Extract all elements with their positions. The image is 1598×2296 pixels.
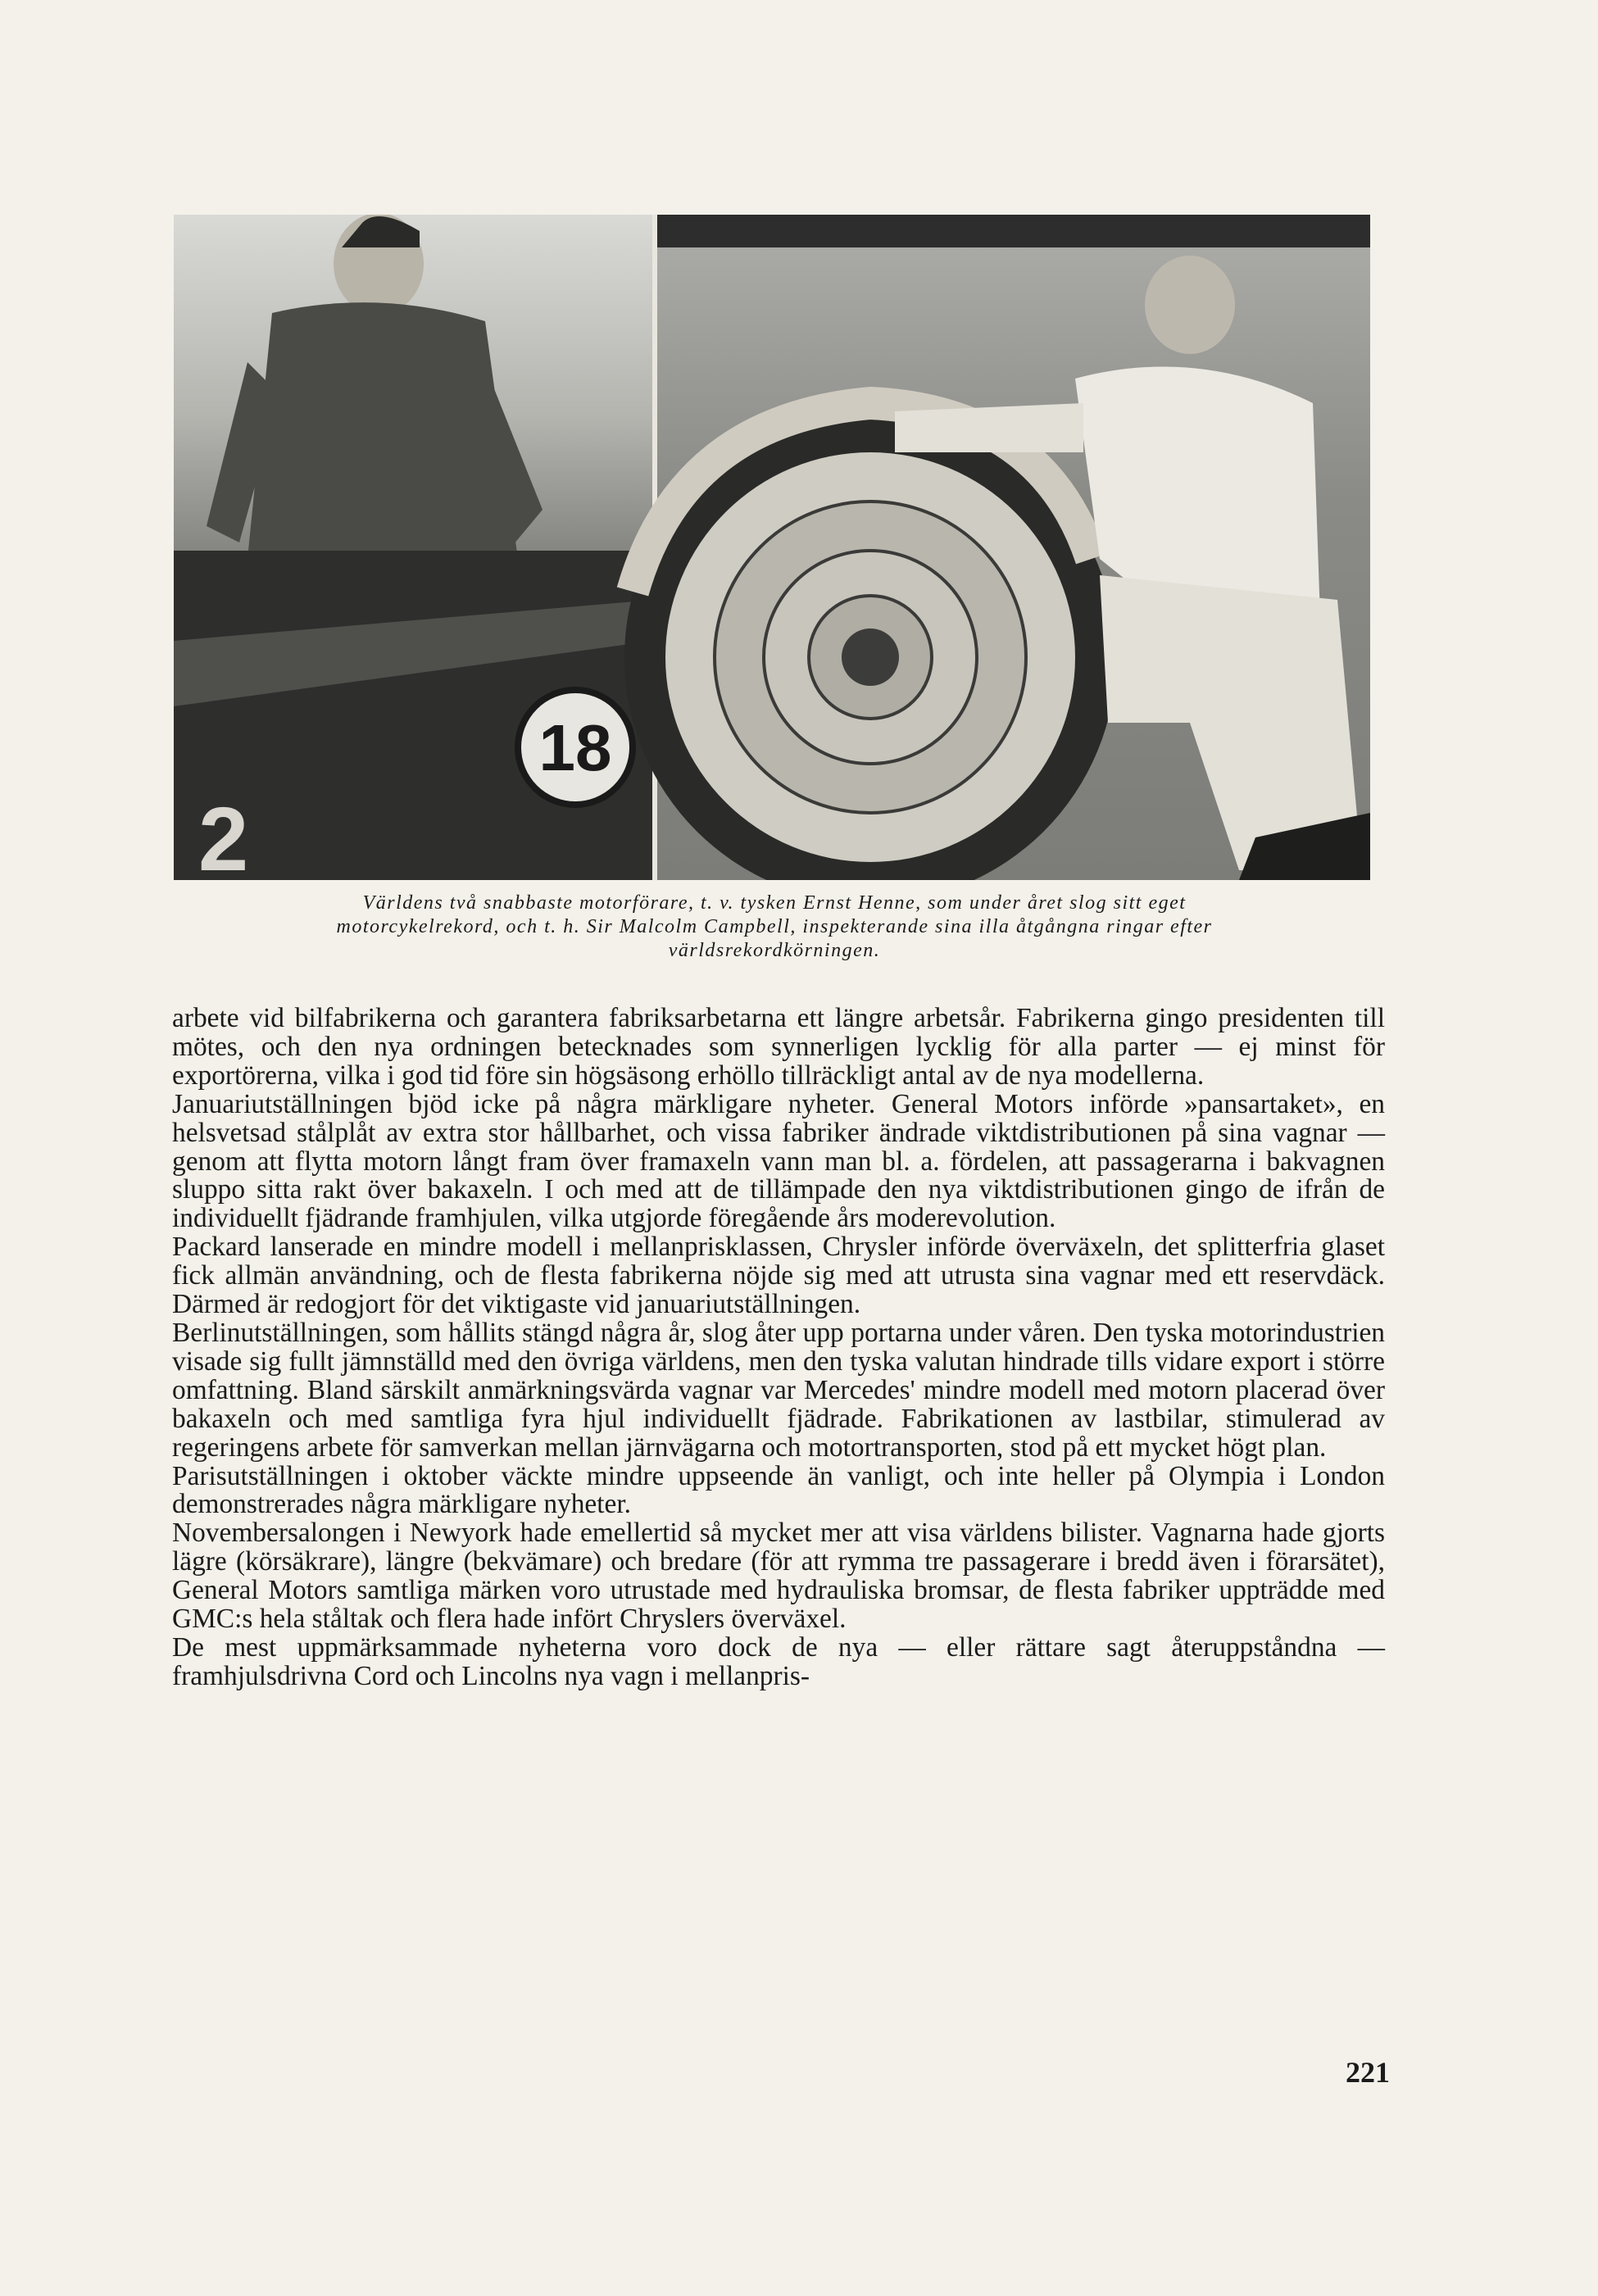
caption-line: motorcykelrekord, och t. h. Sir Malcolm Campbell, inspekterande sina illa åtgångna ringar efter bbox=[336, 916, 1213, 937]
paragraph: arbete vid bilfabrikerna och garantera fabriksarbetarna ett längre arbetsår. Fabrikerna gingo presidenten till mötes, och den nya ordningen betecknades som synnerligen lycklig för alla parter — ej minst för exportörerna, vilka i god tid före sin högsäsong erhöllo tillräckligt antal av de nya modellerna. bbox=[172, 1003, 1385, 1091]
paragraph: Packard lanserade en mindre modell i mellanprisklassen, Chrysler införde överväxeln, det splitterfria glaset fick allmän användning, och de flesta fabrikerna nöjde sig med att utrusta sina vagnar med ett reservdäck. Därmed är redogjort för det viktigaste vid januariutställningen. bbox=[172, 1232, 1385, 1320]
paragraph: Parisutställningen i oktober väckte mindre uppseende än vanligt, och inte heller på Olympia i London demonstrerades några märkligare nyheter. bbox=[172, 1460, 1385, 1520]
motorcycle-number: 18 bbox=[538, 711, 612, 784]
caption-line: Världens två snabbaste motorförare, t. v. tysken Ernst Henne, som under året slog sitt eget bbox=[362, 892, 1187, 914]
paragraph: Berlinutställningen, som hållits stängd några år, slog åter upp portarna under våren. Den tyska motorindustrien visade sig fullt jämnställd med den övriga världens, men den tyska valutan hindrade tills vidare export i större omfattning. Bland särskilt anmärkningsvärda vagnar var Mercedes' mindre modell med motorn placerad över bakaxeln och med samtliga fyra hjul individuellt fjädrade. Fabrikationen av lastbilar, stimulerad av regeringens arbete för samverkan mellan järnvägarna och motortransporten, stod på ett mycket högt plan. bbox=[172, 1317, 1385, 1463]
article-body bbox=[172, 1005, 1385, 1691]
caption-line: världsrekordkörningen. bbox=[668, 940, 881, 961]
photograph bbox=[174, 215, 1370, 880]
page-number: 221 bbox=[1346, 2056, 1390, 2089]
side-number: 2 bbox=[198, 789, 249, 880]
photo-caption bbox=[164, 892, 1385, 963]
photo-illustration bbox=[174, 215, 1370, 880]
paragraph: Januariutställningen bjöd icke på några märkligare nyheter. General Motors införde »pansartaket», en helsvetsad stålplåt av extra stor hållbarhet, och vissa fabriker ändrade viktdistributionen på sina vagnar — genom att flytta motorn långt fram över framaxeln vann man bl. a. fördelen, att passagerarna i bakvagnen sluppo sitta rakt över bakaxeln. I och med att de tillämpade den nya viktdistributionen gingo de ifrån de individuellt fjädrande framhjulen, vilka utgjorde föregående års moderevolution. bbox=[172, 1088, 1385, 1234]
paragraph: Novembersalongen i Newyork hade emellertid så mycket mer att visa världens bilister. Vagnarna hade gjorts lägre (körsäkrare), längre (bekvämare) och bredare (för att rymma tre passagerare i bredd även i förarsätet), General Motors samtliga märken voro utrustade med hydrauliska bromsar, de flesta fabriker uppträdde med GMC:s hela ståltak och flera hade infört Chryslers överväxel. bbox=[172, 1518, 1385, 1635]
paragraph: De mest uppmärksammade nyheterna voro dock de nya — eller rättare sagt återuppståndna — framhjulsdrivna Cord och Lincolns nya vagn i mellanpris- bbox=[172, 1631, 1385, 1691]
